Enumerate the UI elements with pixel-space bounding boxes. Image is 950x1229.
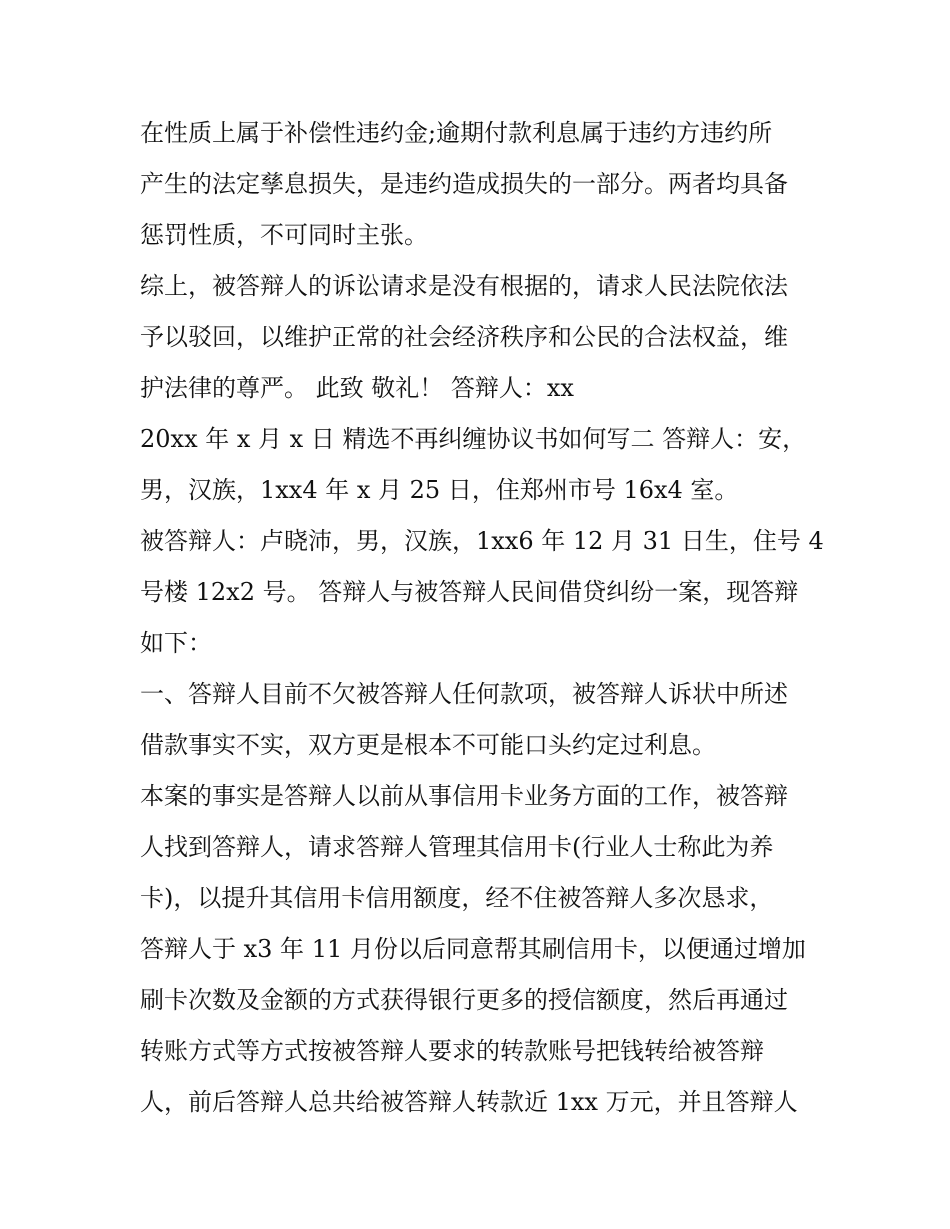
text-line: 号楼 12x2 号。 答辩人与被答辩人民间借贷纠纷一案，现答辩 (140, 578, 799, 606)
text-line: 刷卡次数及金额的方式获得银行更多的授信额度，然后再通过 (140, 986, 788, 1014)
text-line: 男，汉族，1xx4 年 x 月 25 日，住郑州市号 16x4 室。 (140, 476, 739, 504)
text-line: 予以驳回，以维护正常的社会经济秩序和公民的合法权益，维 (140, 323, 788, 351)
text-line: 转账方式等方式按被答辩人要求的转款账号把钱转给被答辩 (140, 1037, 764, 1065)
text-line: 答辩人于 x3 年 11 月份以后同意帮其刷信用卡，以便通过增加 (140, 935, 806, 963)
document-body (140, 108, 824, 1128)
text-line: 人，前后答辩人总共给被答辩人转款近 1xx 万元，并且答辩人 (140, 1088, 798, 1116)
text-line: 产生的法定孳息损失，是违约造成损失的一部分。两者均具备 (140, 170, 788, 198)
text-line: 在性质上属于补偿性违约金;逾期付款利息属于违约方违约所 (140, 119, 773, 147)
text-line: 20xx 年 x 月 x 日 精选不再纠缠协议书如何写二 答辩人：安， (140, 425, 807, 453)
text-line: 一、答辩人目前不欠被答辩人任何款项，被答辩人诉状中所述 (140, 680, 788, 708)
text-line: 被答辩人：卢晓沛，男，汉族，1xx6 年 12 月 31 日生，住号 4 (140, 527, 824, 555)
text-line: 借款事实不实，双方更是根本不可能口头约定过利息。 (140, 731, 716, 759)
text-line: 如下： (140, 629, 212, 657)
text-line: 护法律的尊严。 此致 敬礼！ 答辩人：xx (140, 374, 574, 402)
text-line: 惩罚性质，不可同时主张。 (140, 221, 428, 249)
text-line: 本案的事实是答辩人以前从事信用卡业务方面的工作，被答辩 (140, 782, 788, 810)
text-line: 综上，被答辩人的诉讼请求是没有根据的，请求人民法院依法 (140, 272, 788, 300)
text-line: 卡)，以提升其信用卡信用额度，经不住被答辩人多次恳求， (140, 884, 774, 912)
text-line: 人找到答辩人，请求答辩人管理其信用卡(行业人士称此为养 (140, 833, 774, 861)
